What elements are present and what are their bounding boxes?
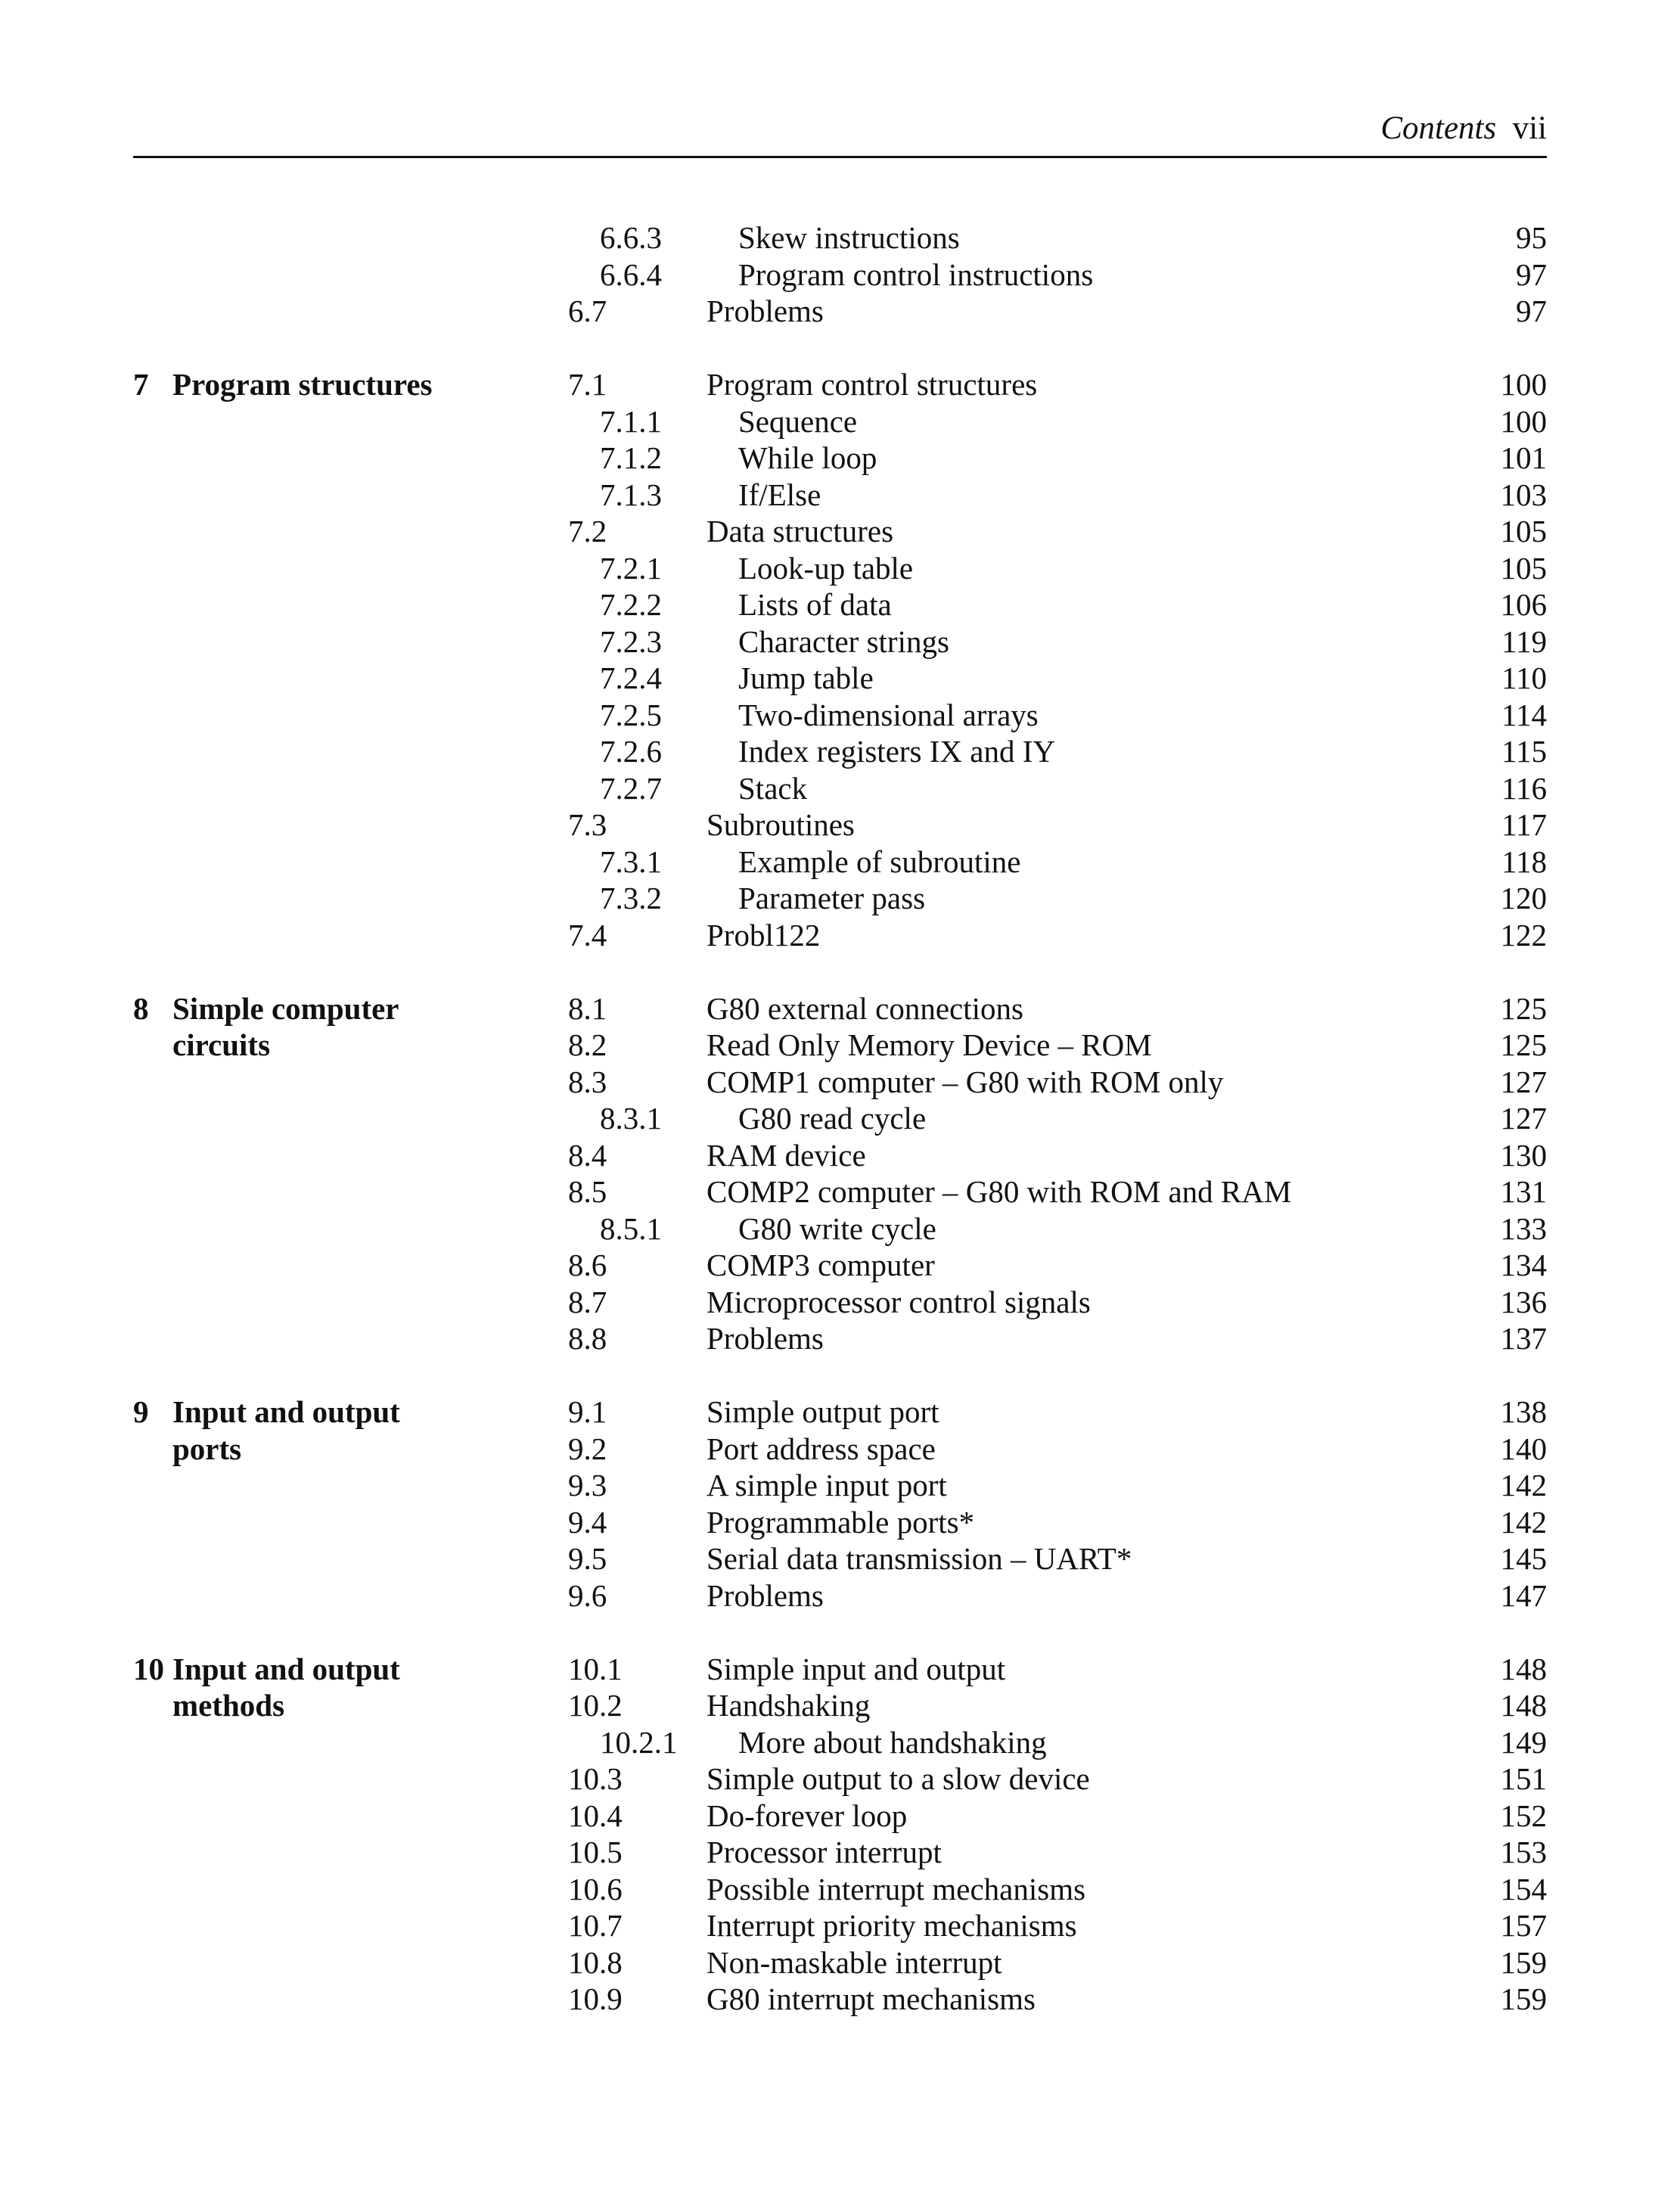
toc-entry bbox=[133, 1724, 1547, 1761]
toc-chapter bbox=[133, 990, 1547, 1357]
page-number: 100 bbox=[1500, 403, 1547, 439]
section-number: 6.6.4 bbox=[600, 256, 662, 292]
section-title: If/Else bbox=[738, 477, 821, 512]
section-number: 10.6 bbox=[568, 1871, 623, 1906]
toc-entry bbox=[133, 1981, 1547, 2018]
page-number: 148 bbox=[1500, 1651, 1547, 1686]
chapter-number: 10 bbox=[133, 1651, 164, 1686]
section-title: Do-forever loop bbox=[706, 1798, 908, 1833]
page-number: 105 bbox=[1500, 550, 1547, 586]
section-title: G80 interrupt mechanisms bbox=[706, 1981, 1036, 2016]
chapter-title: Input and output methods bbox=[172, 1651, 400, 1723]
toc-entry bbox=[133, 1320, 1547, 1357]
toc-entry bbox=[133, 1540, 1547, 1577]
toc-chapter bbox=[133, 1651, 1547, 2018]
page-number: 122 bbox=[1500, 917, 1547, 952]
section-title: Read Only Memory Device – ROM bbox=[706, 1027, 1152, 1062]
section-title: Interrupt priority mechanisms bbox=[706, 1908, 1077, 1943]
section-number: 10.2.1 bbox=[600, 1724, 678, 1760]
section-title: Processor interrupt bbox=[706, 1835, 942, 1869]
toc-entry bbox=[133, 256, 1547, 294]
section-title: Programmable ports* bbox=[706, 1504, 975, 1540]
toc-entry bbox=[133, 1504, 1547, 1541]
chapter-number: 9 bbox=[133, 1394, 149, 1429]
toc-entry bbox=[133, 1467, 1547, 1504]
chapter-title: Input and output ports bbox=[172, 1394, 400, 1466]
section-title: Index registers IX and IY bbox=[738, 734, 1055, 769]
page-number: 125 bbox=[1500, 1027, 1547, 1062]
toc-entry bbox=[133, 366, 1547, 403]
toc-entry bbox=[133, 623, 1547, 660]
section-number: 7.4 bbox=[568, 917, 607, 952]
section-title: Program control instructions bbox=[738, 256, 1094, 292]
page-number: 140 bbox=[1500, 1431, 1547, 1466]
section-number: 6.6.3 bbox=[600, 220, 662, 255]
section-number: 7.2.2 bbox=[600, 587, 662, 622]
toc-entry bbox=[133, 513, 1547, 550]
page-number: 106 bbox=[1500, 587, 1547, 622]
section-number: 7.1.3 bbox=[600, 477, 662, 512]
section-number: 8.4 bbox=[568, 1137, 607, 1173]
toc-entry bbox=[133, 1760, 1547, 1798]
page-number: 127 bbox=[1500, 1064, 1547, 1099]
page-number: 154 bbox=[1500, 1871, 1547, 1906]
page-number: 133 bbox=[1500, 1210, 1547, 1246]
section-number: 7.1 bbox=[568, 367, 607, 402]
section-title: Data structures bbox=[706, 514, 894, 548]
toc-entry bbox=[133, 1834, 1547, 1871]
section-title: Character strings bbox=[738, 623, 949, 659]
page-number: 157 bbox=[1500, 1908, 1547, 1943]
toc-entry bbox=[133, 1137, 1547, 1174]
section-title: Port address space bbox=[706, 1431, 936, 1466]
section-number: 7.2.4 bbox=[600, 660, 662, 695]
section-title: Serial data transmission – UART* bbox=[706, 1541, 1132, 1576]
page-number: 145 bbox=[1500, 1541, 1547, 1576]
table-of-contents bbox=[133, 219, 1547, 2018]
running-header-text bbox=[1380, 106, 1547, 151]
section-title: Skew instructions bbox=[738, 220, 960, 255]
toc-entry bbox=[133, 1798, 1547, 1835]
toc-chapter bbox=[133, 1394, 1547, 1614]
section-number: 7.1.1 bbox=[600, 403, 662, 439]
section-number: 7.2.7 bbox=[600, 770, 662, 806]
section-title: Stack bbox=[738, 770, 808, 806]
section-number: 9.3 bbox=[568, 1468, 607, 1502]
toc-entry bbox=[133, 586, 1547, 623]
section-number: 10.1 bbox=[568, 1651, 623, 1686]
page-number: 147 bbox=[1500, 1577, 1547, 1613]
toc-entry bbox=[133, 1577, 1547, 1614]
section-number: 7.3.2 bbox=[600, 881, 662, 915]
toc-entry bbox=[133, 1431, 1547, 1468]
toc-entry bbox=[133, 1100, 1547, 1137]
section-title: G80 write cycle bbox=[738, 1210, 936, 1246]
page-number: 137 bbox=[1500, 1321, 1547, 1356]
section-title: Probl122 bbox=[706, 917, 821, 952]
section-title: Jump table bbox=[738, 660, 874, 695]
toc-entry bbox=[133, 697, 1547, 734]
toc-entry bbox=[133, 219, 1547, 256]
section-number: 9.5 bbox=[568, 1541, 607, 1576]
page-number: 134 bbox=[1500, 1248, 1547, 1282]
page-number: 138 bbox=[1500, 1394, 1547, 1429]
page-number: 151 bbox=[1500, 1761, 1547, 1796]
page-number: 152 bbox=[1500, 1798, 1547, 1833]
section-number: 8.2 bbox=[568, 1027, 607, 1062]
toc-entry bbox=[133, 990, 1547, 1027]
toc-entry bbox=[133, 844, 1547, 881]
page-number: 97 bbox=[1516, 294, 1547, 328]
toc-entry bbox=[133, 403, 1547, 440]
page-number: 159 bbox=[1500, 1944, 1547, 1980]
section-title: COMP1 computer – G80 with ROM only bbox=[706, 1064, 1224, 1099]
toc-entry bbox=[133, 806, 1547, 844]
section-title: Lists of data bbox=[738, 587, 892, 622]
section-title: RAM device bbox=[706, 1137, 866, 1173]
section-title: Simple input and output bbox=[706, 1651, 1006, 1686]
toc-entry bbox=[133, 1944, 1547, 1981]
toc-entry bbox=[133, 1284, 1547, 1321]
section-number: 9.6 bbox=[568, 1577, 607, 1613]
toc-entry bbox=[133, 1651, 1547, 1688]
section-title: Problems bbox=[706, 1321, 824, 1356]
toc-entry bbox=[133, 733, 1547, 770]
page-number: 97 bbox=[1516, 256, 1547, 292]
page-number: 153 bbox=[1500, 1835, 1547, 1869]
section-number: 8.3 bbox=[568, 1064, 607, 1099]
toc-entry bbox=[133, 1871, 1547, 1908]
page-number: 142 bbox=[1500, 1504, 1547, 1540]
toc-entry bbox=[133, 1394, 1547, 1431]
page-number: 148 bbox=[1500, 1688, 1547, 1723]
section-number: 9.2 bbox=[568, 1431, 607, 1466]
section-number: 7.2.6 bbox=[600, 734, 662, 769]
page-number: 103 bbox=[1500, 477, 1547, 512]
page-number: 118 bbox=[1501, 844, 1547, 879]
section-number: 7.3 bbox=[568, 807, 607, 842]
toc-entry bbox=[133, 1210, 1547, 1248]
section-number: 10.9 bbox=[568, 1981, 623, 2016]
section-number: 7.2.3 bbox=[600, 623, 662, 659]
toc-entry bbox=[133, 293, 1547, 330]
page-number: 130 bbox=[1500, 1137, 1547, 1173]
section-number: 10.5 bbox=[568, 1835, 623, 1869]
toc-entry bbox=[133, 477, 1547, 514]
section-title: Microprocessor control signals bbox=[706, 1284, 1091, 1319]
section-number: 9.4 bbox=[568, 1504, 607, 1540]
section-title: Simple output port bbox=[706, 1394, 939, 1429]
page-number: 95 bbox=[1516, 220, 1547, 255]
section-title: More about handshaking bbox=[738, 1724, 1047, 1760]
page-number: 116 bbox=[1501, 770, 1547, 806]
chapter-number: 7 bbox=[133, 367, 149, 402]
page-number: 125 bbox=[1500, 990, 1547, 1026]
section-number: 7.1.2 bbox=[600, 440, 662, 475]
toc-entry bbox=[133, 1247, 1547, 1284]
section-number: 7.3.1 bbox=[600, 844, 662, 879]
toc-entry bbox=[133, 1907, 1547, 1944]
section-title: While loop bbox=[738, 440, 877, 475]
section-number: 8.3.1 bbox=[600, 1101, 662, 1136]
section-number: 10.7 bbox=[568, 1908, 623, 1943]
section-title: Problems bbox=[706, 1577, 824, 1613]
page-number: 115 bbox=[1501, 734, 1547, 769]
section-title: Subroutines bbox=[706, 807, 855, 842]
section-title: Possible interrupt mechanisms bbox=[706, 1871, 1086, 1906]
section-title: Parameter pass bbox=[738, 881, 926, 915]
section-number: 8.8 bbox=[568, 1321, 607, 1356]
page-number: 120 bbox=[1500, 881, 1547, 915]
page-number: 159 bbox=[1500, 1981, 1547, 2016]
toc-entry bbox=[133, 1027, 1547, 1064]
page-number: 127 bbox=[1500, 1101, 1547, 1136]
page-number: 105 bbox=[1500, 514, 1547, 548]
running-header-page-number: vii bbox=[1512, 110, 1547, 146]
section-number: 8.7 bbox=[568, 1284, 607, 1319]
section-title: Problems bbox=[706, 294, 824, 328]
section-number: 8.5 bbox=[568, 1174, 607, 1209]
toc-entry bbox=[133, 1173, 1547, 1210]
section-number: 6.7 bbox=[568, 294, 607, 328]
toc-entry bbox=[133, 550, 1547, 587]
section-number: 8.6 bbox=[568, 1248, 607, 1282]
section-title: Look-up table bbox=[738, 550, 914, 586]
section-number: 7.2.1 bbox=[600, 550, 662, 586]
section-number: 9.1 bbox=[568, 1394, 607, 1429]
page-number: 100 bbox=[1500, 367, 1547, 402]
section-title: Sequence bbox=[738, 403, 858, 439]
page-number: 117 bbox=[1501, 807, 1547, 842]
section-title: Two-dimensional arrays bbox=[738, 697, 1039, 732]
toc-entry bbox=[133, 1064, 1547, 1101]
chapter-title: Program structures bbox=[172, 367, 433, 402]
chapter-number: 8 bbox=[133, 990, 149, 1026]
page-number: 149 bbox=[1500, 1724, 1547, 1760]
page-number: 101 bbox=[1500, 440, 1547, 475]
section-number: 10.4 bbox=[568, 1798, 623, 1833]
toc-chapter bbox=[133, 219, 1547, 330]
section-number: 10.3 bbox=[568, 1761, 623, 1796]
page-number: 119 bbox=[1501, 623, 1547, 659]
section-title: Simple output to a slow device bbox=[706, 1761, 1090, 1796]
section-title: COMP3 computer bbox=[706, 1248, 935, 1282]
section-number: 7.2.5 bbox=[600, 697, 662, 732]
section-title: Handshaking bbox=[706, 1688, 871, 1723]
toc-entry bbox=[133, 660, 1547, 697]
section-number: 10.2 bbox=[568, 1688, 623, 1723]
section-number: 7.2 bbox=[568, 514, 607, 548]
running-header bbox=[133, 106, 1547, 151]
section-title: Non-maskable interrupt bbox=[706, 1944, 1002, 1980]
section-title: A simple input port bbox=[706, 1468, 947, 1502]
section-number: 8.1 bbox=[568, 990, 607, 1026]
toc-entry bbox=[133, 440, 1547, 477]
section-number: 10.8 bbox=[568, 1944, 623, 1980]
section-title: COMP2 computer – G80 with ROM and RAM bbox=[706, 1174, 1292, 1209]
page-number: 114 bbox=[1501, 697, 1547, 732]
toc-entry bbox=[133, 880, 1547, 917]
section-title: G80 read cycle bbox=[738, 1101, 927, 1136]
section-number: 8.5.1 bbox=[600, 1210, 662, 1246]
header-rule bbox=[133, 156, 1547, 158]
toc-entry bbox=[133, 770, 1547, 807]
section-title: Example of subroutine bbox=[738, 844, 1021, 879]
chapter-title: Simple computer circuits bbox=[172, 990, 399, 1062]
page-number: 110 bbox=[1501, 660, 1547, 695]
toc-entry bbox=[133, 917, 1547, 954]
page-number: 131 bbox=[1500, 1174, 1547, 1209]
toc-entry bbox=[133, 1687, 1547, 1724]
section-title: Program control structures bbox=[706, 367, 1038, 402]
page-number: 136 bbox=[1500, 1284, 1547, 1319]
running-header-title: Contents bbox=[1380, 110, 1497, 146]
toc-chapter bbox=[133, 366, 1547, 953]
page-number: 142 bbox=[1500, 1468, 1547, 1502]
section-title: G80 external connections bbox=[706, 990, 1023, 1026]
